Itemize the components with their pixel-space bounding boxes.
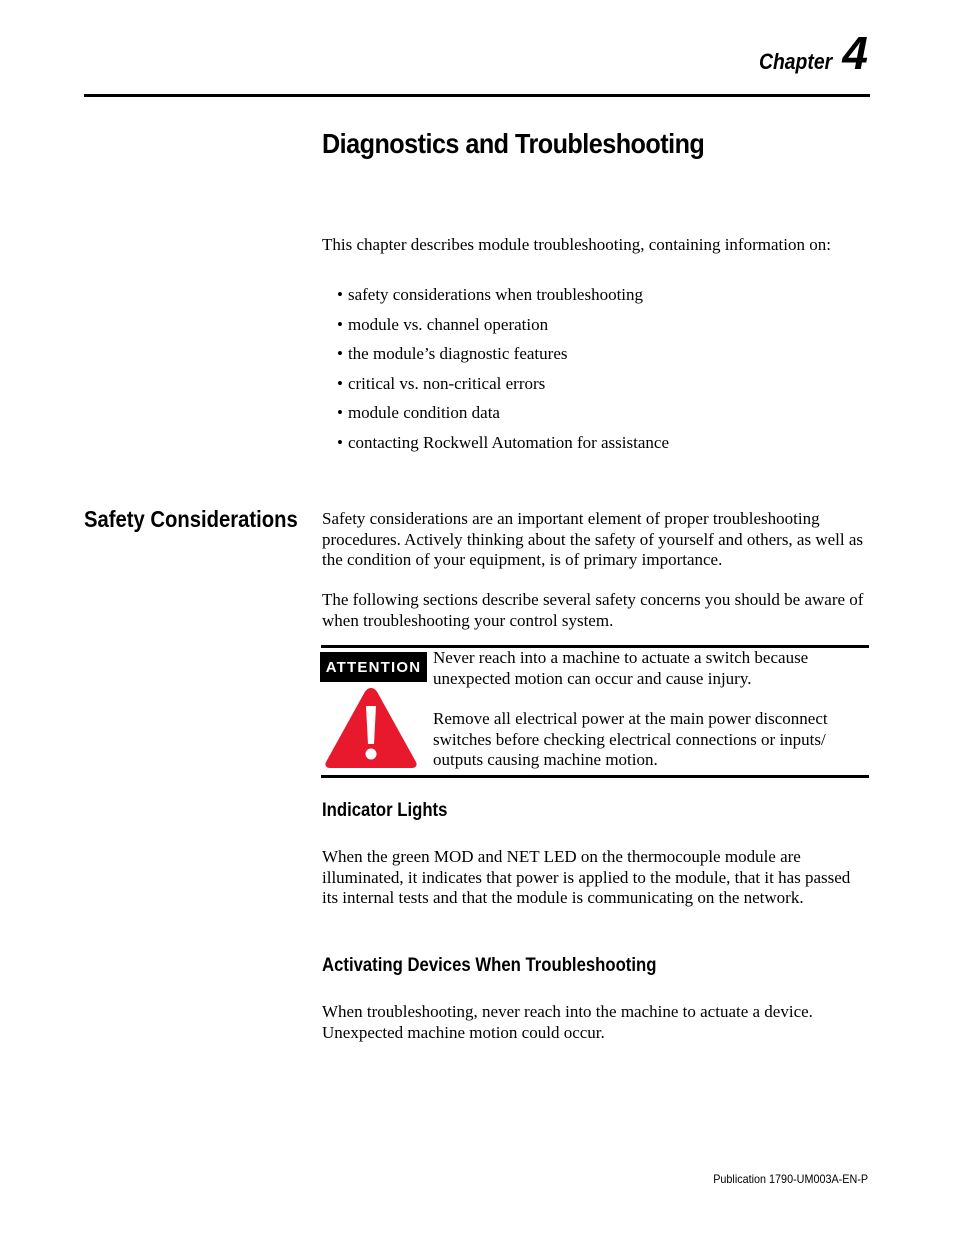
- safety-paragraph-2: The following sections describe several safety concerns you should be aware of when troubleshooting your control system.: [322, 590, 864, 630]
- indicator-paragraph: When the green MOD and NET LED on the thermocouple module are illuminated, it indicates that power is applied to the module, that it has passed its internal tests and that the module is communicating on the network.: [322, 847, 851, 907]
- intro-bullet-list: [337, 285, 669, 463]
- subheading-indicator-lights: Indicator Lights: [322, 800, 448, 821]
- list-item: • critical vs. non-critical errors: [337, 374, 669, 404]
- chapter-label: Chapter: [759, 49, 833, 74]
- list-item: • module vs. channel operation: [337, 315, 669, 345]
- intro-paragraph: This chapter describes module troubleshooting, containing information on:: [322, 235, 831, 254]
- attention-label: ATTENTION: [320, 652, 427, 682]
- list-item: • contacting Rockwell Automation for assistance: [337, 433, 669, 463]
- attention-text-1: Never reach into a machine to actuate a switch because unexpected motion can occur and cause injury.: [433, 648, 809, 688]
- header-rule: [84, 94, 870, 97]
- publication-footer: Publication 1790-UM003A-EN-P: [713, 1172, 868, 1186]
- list-item: • safety considerations when troubleshooting: [337, 285, 669, 315]
- warning-triangle-icon: [324, 686, 418, 770]
- section-heading-safety: Safety Considerations: [84, 506, 298, 532]
- chapter-header: [749, 27, 868, 79]
- subheading-activating-devices: Activating Devices When Troubleshooting: [322, 955, 657, 976]
- activating-paragraph: When troubleshooting, never reach into the machine to actuate a device. Unexpected machine motion could occur.: [322, 1002, 813, 1042]
- list-item: • module condition data: [337, 403, 669, 433]
- safety-paragraph-1: Safety considerations are an important element of proper troubleshooting procedures. Actively thinking about the safety of yourself and others, as well as the condition of your equipment, is of primary importance.: [322, 509, 864, 569]
- attention-text-2: Remove all electrical power at the main power disconnect switches before checking electrical connections or inputs/ outputs causing machine motion.: [433, 709, 828, 769]
- attention-bottom-rule: [321, 775, 869, 778]
- page-title: Diagnostics and Troubleshooting: [322, 128, 705, 159]
- list-item: • the module’s diagnostic features: [337, 344, 669, 374]
- chapter-number: 4: [842, 27, 868, 79]
